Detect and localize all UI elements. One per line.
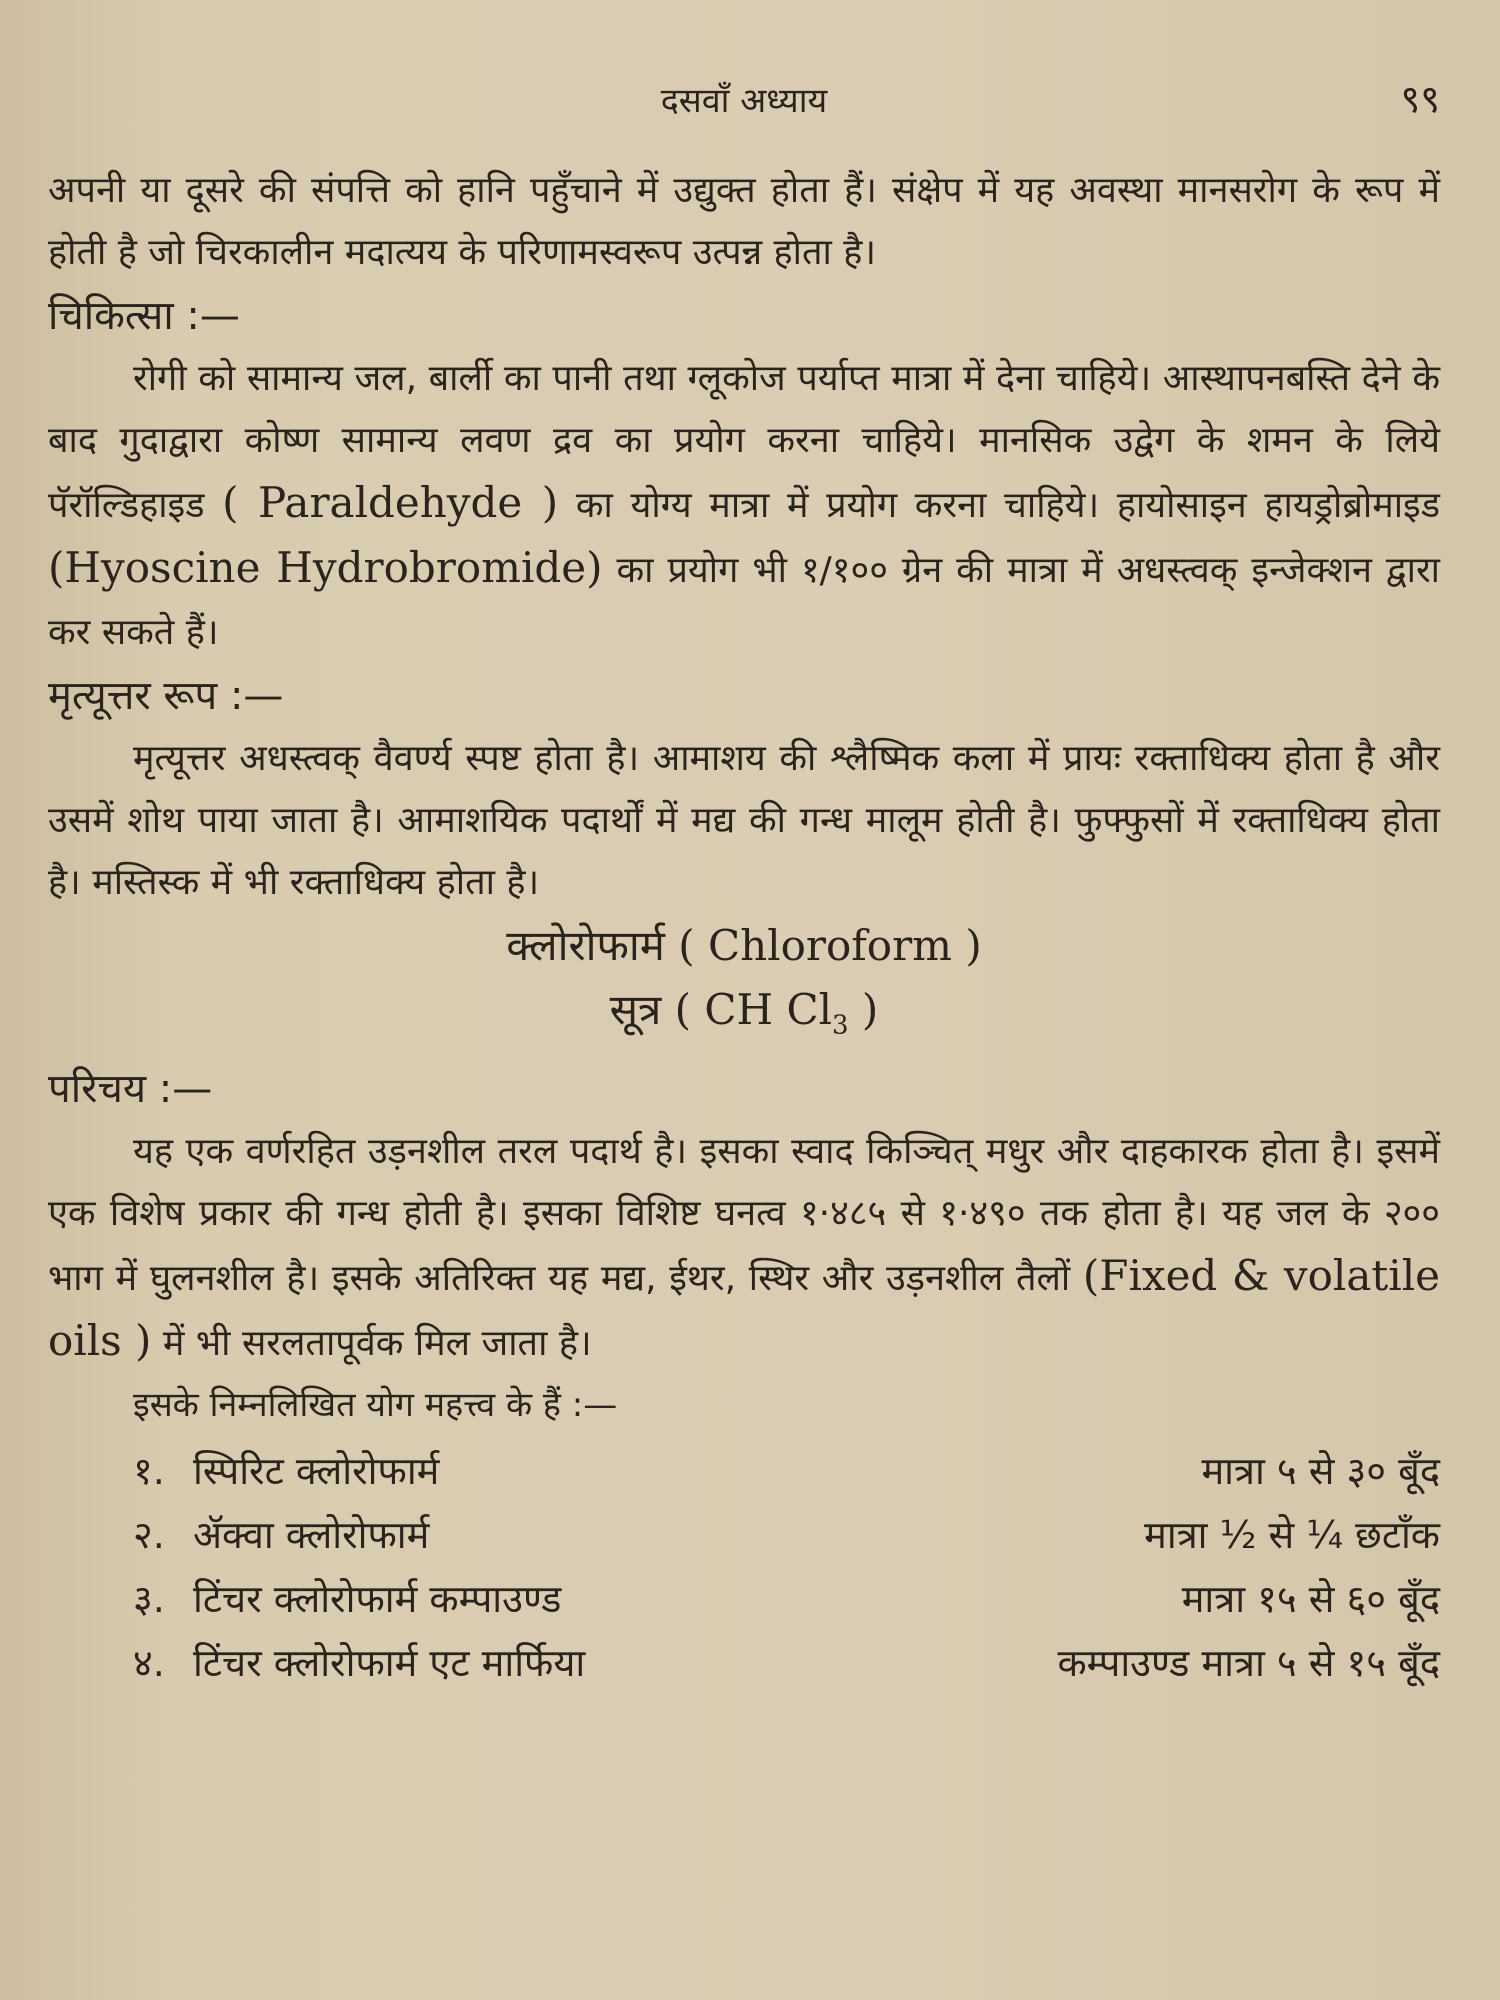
- term-fixed-volatile-oils: (Fixed & volatile oils ): [48, 1251, 1441, 1366]
- item-dose: मात्रा १५ से ६० बूँद: [1181, 1577, 1440, 1622]
- formula-prefix: सूत्र ( CH Cl: [609, 985, 833, 1034]
- item-dose: मात्रा ५ से ३० बूँद: [1201, 1449, 1440, 1494]
- item-number: १.: [133, 1449, 165, 1494]
- section-heading-treatment: चिकित्सा :—: [48, 293, 240, 339]
- item-name: टिंचर क्लोरोफार्म एट मार्फिया: [193, 1641, 586, 1686]
- intro-text-2: में भी सरलतापूर्वक मिल जाता है।: [162, 1323, 592, 1365]
- preparation-name: [133, 1439, 439, 1503]
- term-paraldehyde: ( Paraldehyde ): [222, 478, 559, 527]
- item-name: ॲक्वा क्लोरोफार्म: [193, 1513, 430, 1558]
- item-number: ४.: [133, 1641, 165, 1686]
- list-item: [48, 1439, 1440, 1503]
- paragraph-postmortem: मृत्यूत्तर अधस्त्वक् वैवर्ण्य स्पष्ट होता है। आमाशय की श्लैष्मिक कला में प्रायः रक्ताधिक्य होता है और उसमें शोथ पाया जाता है। आमाशयिक पदार्थों में मद्य की गन्ध मालूम होती है। फुफ्फुसों में रक्ताधिक्य होता है। मस्तिस्क में भी रक्ताधिक्य होता है।: [48, 738, 1440, 903]
- preparation-name: [133, 1567, 561, 1631]
- list-item: [48, 1567, 1440, 1631]
- item-dose: कम्पाउण्ड मात्रा ५ से १५ बूँद: [1057, 1641, 1440, 1686]
- formula-subscript: 3: [832, 1010, 849, 1041]
- section-heading-introduction: परिचय :—: [48, 1066, 213, 1113]
- paragraph-introduction: [48, 1121, 1440, 1375]
- item-number: ३.: [133, 1577, 165, 1622]
- item-name: टिंचर क्लोरोफार्म कम्पाउण्ड: [193, 1577, 562, 1622]
- preparations-list: [48, 1439, 1440, 1695]
- chloroform-title: क्लोरोफार्म ( Chloroform ): [506, 921, 982, 970]
- preparation-name: [133, 1503, 429, 1567]
- item-number: २.: [133, 1513, 165, 1558]
- paragraph-continuation: अपनी या दूसरे की संपत्ति को हानि पहुँचाने में उद्युक्त होता हैं। संक्षेप में यह अवस्था मानसरोग के रूप में होती है जो चिरकालीन मदात्यय के परिणामस्वरूप उत्पन्न होता है।: [48, 170, 1440, 273]
- term-hyoscine: (Hyoscine Hydrobromide): [48, 543, 603, 592]
- list-item: [48, 1631, 1440, 1695]
- formula-suffix: ): [848, 985, 879, 1034]
- treatment-text-2: का योग्य मात्रा में प्रयोग करना चाहिये। हायोसाइन हायड्रोब्रोमाइड: [575, 485, 1440, 526]
- treatment-text-3: का प्रयोग भी १/१०० ग्रेन की मात्रा में अधस्त्वक् इन्जेक्शन द्वारा कर सकते हैं।: [48, 550, 1440, 653]
- paragraph-treatment: [48, 348, 1440, 664]
- section-heading-postmortem: मृत्यूत्तर रूप :—: [48, 673, 284, 719]
- preparations-intro: इसके निम्नलिखित योग महत्त्व के हैं :—: [133, 1385, 618, 1426]
- page-body: [48, 160, 1440, 1695]
- intro-text-1: यह एक वर्णरहित उड़नशील तरल पदार्थ है। इसका स्वाद किञ्चित् मधुर और दाहकारक होता है। इसमें एक विशेष प्रकार की गन्ध होती है। इसका विशिष्ट घनत्व १·४८५ से १·४९० तक होता है। यह जल के २०० भाग में घुलनशील है। इसके अतिरिक्त यह मद्य, ईथर, स्थिर और उड़नशील तैलों: [48, 1131, 1440, 1300]
- item-name: स्पिरिट क्लोरोफार्म: [193, 1449, 440, 1494]
- preparation-name: [133, 1631, 585, 1695]
- item-dose: मात्रा ½ से ¼ छटाँक: [1144, 1513, 1440, 1558]
- page-header: [48, 70, 1440, 120]
- treatment-text-1: रोगी को सामान्य जल, बार्ली का पानी तथा ग्लूकोज पर्याप्त मात्रा में देना चाहिये। आस्थापनबस्ति देने के बाद गुदाद्वारा कोष्ण सामान्य लवण द्रव का प्रयोग करना चाहिये। मानसिक उद्वेग के शमन के लिये पॅरॉल्डिहाइड: [48, 358, 1440, 526]
- list-item: [48, 1503, 1440, 1567]
- chloroform-formula: [48, 978, 1440, 1057]
- page-number: ९९: [1400, 77, 1440, 121]
- running-title: दसवाँ अध्याय: [660, 81, 828, 121]
